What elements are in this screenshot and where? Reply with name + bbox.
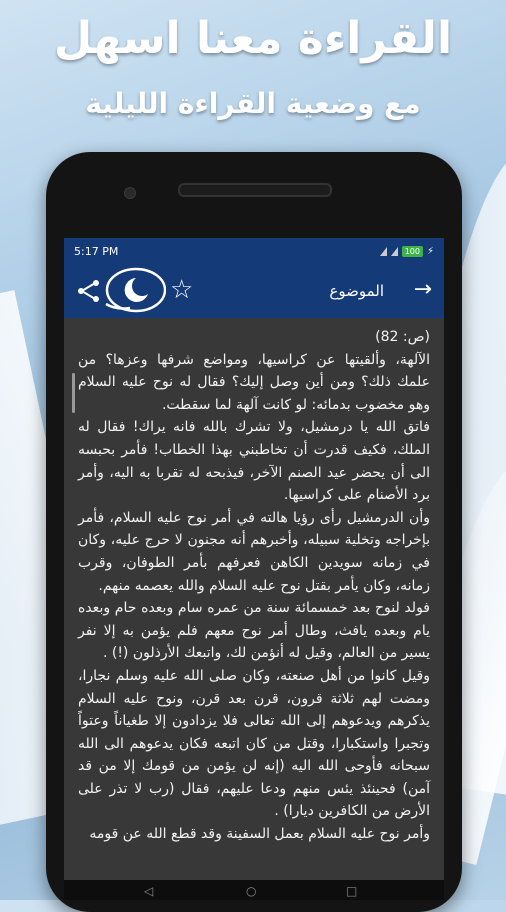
nav-home-icon[interactable]: ○ bbox=[246, 884, 257, 898]
paragraph: فاتق الله يا درمشيل، ولا تشرك بالله فانه يراك! فقال له الملك، فكيف قدرت أن تخاطبني بهذا الخطاب! فأمر بحبسه الى أن يحضر عيد الصنم الآخر، فيذبحه له تقربا به اليه، وأمر برد الأصنام على كراسيها. bbox=[78, 419, 430, 504]
paragraph: وأمر نوح عليه السلام بعمل السفينة وقد قطع الله عن قومه bbox=[89, 826, 430, 843]
nav-back-icon[interactable]: ◁ bbox=[144, 884, 154, 898]
page-number: (ص: 82) bbox=[375, 329, 430, 345]
paragraph: الآلهة، وألقيتها عن كراسيها، ومواضع شرفها وعزها؟ من علمك ذلك؟ ومن أين وصل إليك؟ فقال له نوح عليه السلام وهو مخضوب بدمائه: لو كانت آلهة لما سقطت. bbox=[78, 351, 430, 413]
night-mode-icon[interactable] bbox=[102, 266, 166, 314]
phone-frame bbox=[46, 152, 462, 912]
app-screen bbox=[64, 238, 444, 900]
scroll-indicator[interactable] bbox=[72, 373, 75, 413]
back-arrow-icon[interactable]: → bbox=[413, 277, 432, 302]
system-nav-bar bbox=[64, 880, 444, 900]
paragraph: وقيل كانوا من أهل صنعته، وكان صلى الله عليه وسلم نجارا، ومضت لهم ثلاثة قرون، قرن بعد قرن، ونوح عليه السلام يذكرهم ويدعوهم إلى الله تعالى فلا يزدادون إلا طغياناً وعتواً وتجبرا واستكبارا، وقتل من كان اتبعه فكان يدعوهم الى الله سبحانه فأوحى الله اليه (إنه لن يؤمن من قومك إلا من قد آمن) فحينئذ يئس منهم ودعا عليهم، فقال (رب لا تذر على الأرض من الكافرين ديارا) . bbox=[78, 667, 430, 820]
reader-content[interactable] bbox=[64, 318, 444, 886]
signal-icon-2 bbox=[391, 247, 398, 256]
front-camera bbox=[124, 187, 136, 199]
nav-recents-icon[interactable]: □ bbox=[346, 884, 358, 898]
share-icon[interactable] bbox=[76, 278, 102, 304]
battery-icon: 100 bbox=[402, 246, 423, 257]
paragraph: فولد لنوح بعد خمسمائة سنة من عمره سام وبعده حام وبعده يام وبعده يافث، وطال أمر نوح معهم فلم يؤمن به إلا نفر يسير من العالم، وقيل له أنؤمن لك، واتبعك الأرذلون (!) . bbox=[78, 600, 430, 662]
paragraph: وأن الدرمشيل رأى رؤيا هالته في أمر نوح عليه السلام، فأمر بإخراجه وتخلية سبيله، وأخبرهم أنه مجنون لا حرج عليه، وكان في زمانه سويدين الكاهن فعرفهم بأمر الطوفان، وقرب زمانه، وكان يأمر بقتل نوح عليه السلام والله يعصمه منهم. bbox=[78, 509, 430, 594]
favorite-star-icon[interactable]: ☆ bbox=[170, 275, 194, 305]
promo-headline: القراءة معنا اسهل bbox=[53, 13, 453, 64]
app-toolbar bbox=[64, 264, 444, 318]
charging-icon: ⚡ bbox=[426, 245, 434, 257]
status-time: 5:17 PM bbox=[74, 244, 119, 258]
toolbar-title: الموضوع bbox=[329, 282, 384, 300]
signal-icon bbox=[380, 247, 387, 256]
status-icons bbox=[380, 246, 434, 257]
status-bar bbox=[64, 238, 444, 264]
promo-subheadline: مع وضعية القراءة الليلية bbox=[85, 87, 421, 120]
earpiece-speaker bbox=[178, 183, 332, 197]
